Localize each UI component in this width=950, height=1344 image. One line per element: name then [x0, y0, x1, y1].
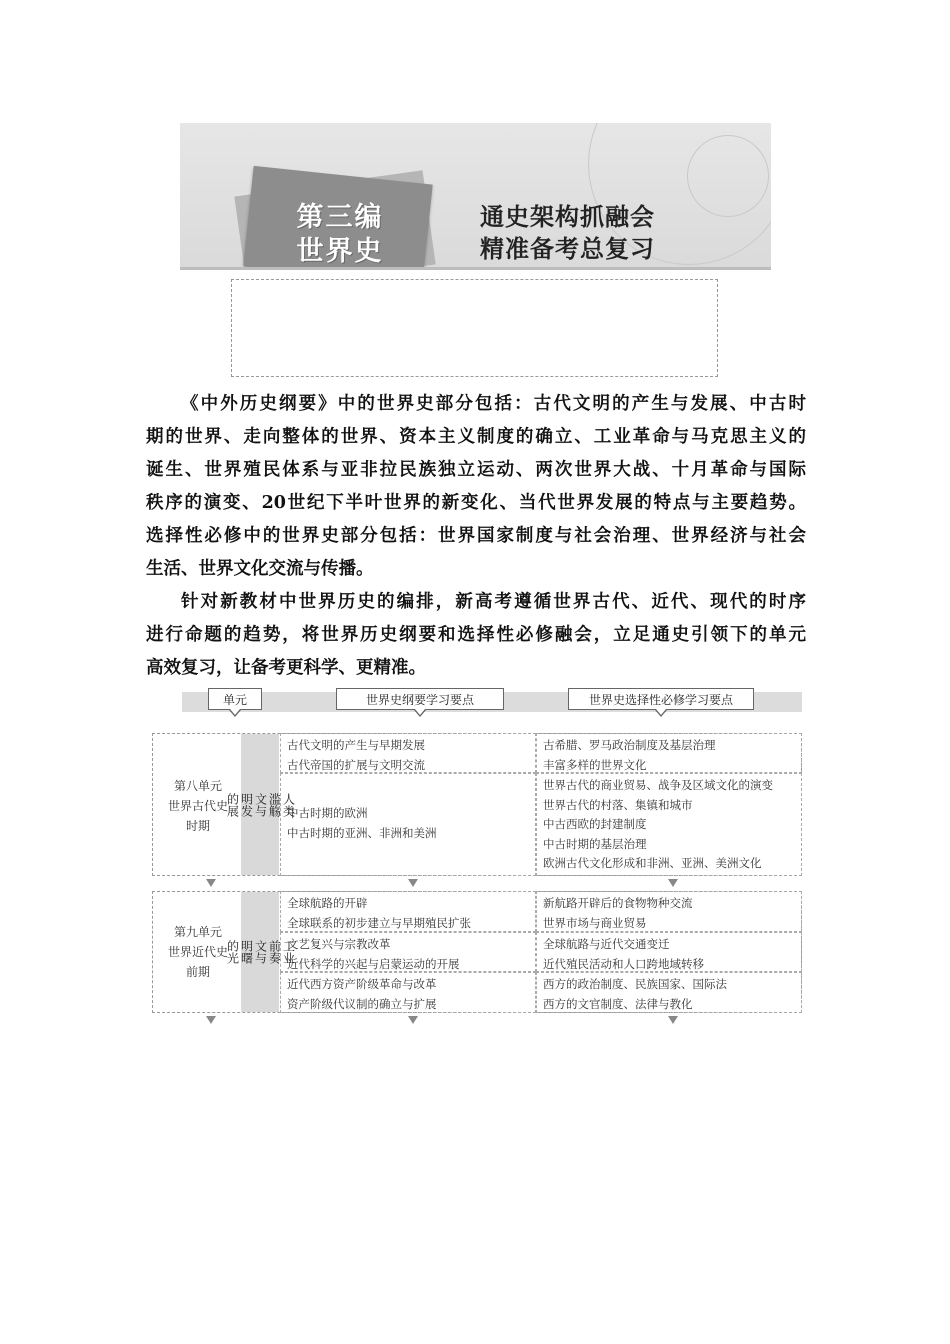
unit-9-number: 第九单元	[173, 925, 222, 939]
unit-8-period: 世界古代史	[167, 799, 228, 813]
outline-cell	[280, 972, 536, 1013]
theme-column: 滥觞	[267, 792, 282, 817]
header-unit: 单元	[208, 688, 262, 710]
elective-cell	[536, 972, 802, 1013]
elective-item: 丰富多样的世界文化	[543, 757, 647, 772]
outline-item: 全球联系的初步建立与早期殖民扩张	[287, 915, 471, 930]
unit-9-theme	[225, 892, 296, 1012]
elective-item: 西方的政治制度、民族国家、国际法	[543, 977, 727, 991]
unit-8-period-suffix: 时期	[185, 819, 210, 833]
elective-item: 西方的文官制度、法律与教化	[543, 996, 693, 1011]
paragraph-line: 选择性必修中的世界史部分包括：世界国家制度与社会治理、世界经济与社会	[146, 526, 806, 546]
theme-column: 人类	[281, 792, 296, 817]
paragraph-line: 《中外历史纲要》中的世界史部分包括：古代文明的产生与发展、中古时	[181, 394, 806, 414]
intro-paragraph-2	[146, 586, 806, 685]
elective-item: 全球航路与近代交通变迁	[543, 937, 670, 951]
down-arrow-icon	[206, 1016, 216, 1024]
unit-structure-diagram	[150, 688, 802, 1028]
outline-item: 古代文明的产生与早期发展	[287, 738, 425, 752]
outline-item: 全球航路的开辟	[287, 896, 368, 910]
decorative-circle-small	[687, 135, 769, 217]
elective-cell	[536, 932, 802, 972]
outline-item: 中古时期的亚洲、非洲和美洲	[287, 825, 437, 840]
outline-cell	[280, 891, 536, 932]
header-elective: 世界史选择性必修学习要点	[568, 688, 754, 710]
part-subject: 世界史	[296, 236, 384, 267]
paragraph-line: 进行命题的趋势，将世界历史纲要和选择性必修融会，立足通史引领下的单元	[146, 625, 806, 645]
elective-cell	[536, 733, 802, 773]
theme-column: 明曙	[239, 940, 254, 964]
part-title	[280, 201, 400, 269]
elective-cell	[536, 891, 802, 932]
outline-item: 文艺复兴与宗教改革	[287, 937, 391, 951]
down-arrow-icon	[668, 879, 678, 887]
unit-banner	[180, 123, 771, 270]
theme-column: 文与	[253, 940, 268, 964]
unit-9-period: 世界近代史	[167, 945, 228, 959]
elective-item: 欧洲古代文化形成和非洲、亚洲、美洲文化	[543, 856, 762, 870]
down-arrow-icon	[206, 879, 216, 887]
part-number: 第三编	[296, 202, 384, 233]
intro-paragraph-1	[146, 388, 806, 586]
banner-baseline	[180, 267, 771, 270]
paragraph-line: 针对新教材中世界历史的编排，新高考遵循世界古代、近代、现代的时序	[181, 592, 806, 612]
elective-item: 世界古代的商业贸易、战争及区域文化的演变	[543, 778, 773, 792]
paragraph-line: 诞生、世界殖民体系与亚非拉民族独立运动、两次世界大战、十月革命与国际	[146, 460, 806, 480]
elective-item: 近代殖民活动和人口跨地域转移	[543, 956, 704, 971]
paragraph-line: 高效复习，让备考更科学、更精准。	[146, 658, 426, 678]
elective-item: 古希腊、罗马政治制度及基层治理	[543, 738, 716, 752]
down-arrow-icon	[668, 1016, 678, 1024]
blank-dashed-box	[231, 279, 718, 377]
theme-column: 文与	[253, 792, 268, 817]
down-arrow-icon	[408, 1016, 418, 1024]
down-arrow-icon	[408, 879, 418, 887]
unit-8-theme	[225, 734, 296, 875]
slogan-line-1: 通史架构抓融会	[480, 203, 655, 231]
elective-item: 世界古代的村落、集镇和城市	[543, 797, 693, 812]
slogan-line-2: 精准备考总复习	[480, 235, 655, 263]
outline-item: 古代帝国的扩展与文明交流	[287, 757, 425, 772]
header-outline: 世界史纲要学习要点	[336, 688, 504, 710]
elective-item: 中古时期的基层治理	[543, 836, 647, 851]
elective-item: 世界市场与商业贸易	[543, 915, 647, 930]
theme-column: 明发	[239, 792, 254, 817]
unit-8-number: 第八单元	[173, 779, 222, 793]
outline-cell	[280, 932, 536, 972]
elective-cell	[536, 773, 802, 876]
outline-item: 中古时期的欧洲	[287, 806, 368, 820]
elective-item: 中古西欧的封建制度	[543, 817, 647, 831]
outline-cell	[280, 733, 536, 773]
paragraph-line: 生活、世界文化交流与传播。	[146, 559, 374, 579]
theme-column: 的展	[225, 792, 240, 817]
paragraph-line: 秩序的演变、20世纪下半叶世界的新变化、当代世界发展的特点与主要趋势。	[146, 493, 806, 513]
theme-column: 工业	[281, 940, 296, 964]
outline-item: 近代西方资产阶级革命与改革	[287, 977, 437, 991]
elective-item: 新航路开辟后的食物物种交流	[543, 896, 693, 910]
theme-column: 前奏	[267, 940, 282, 964]
outline-item: 近代科学的兴起与启蒙运动的开展	[287, 956, 460, 971]
theme-column: 的光	[225, 940, 240, 964]
unit-9-period-suffix: 前期	[185, 965, 210, 979]
paragraph-line: 期的世界、走向整体的世界、资本主义制度的确立、工业革命与马克思主义的	[146, 427, 806, 447]
banner-slogan	[480, 201, 655, 265]
outline-item: 资产阶级代议制的确立与扩展	[287, 996, 437, 1011]
outline-cell	[280, 773, 536, 876]
